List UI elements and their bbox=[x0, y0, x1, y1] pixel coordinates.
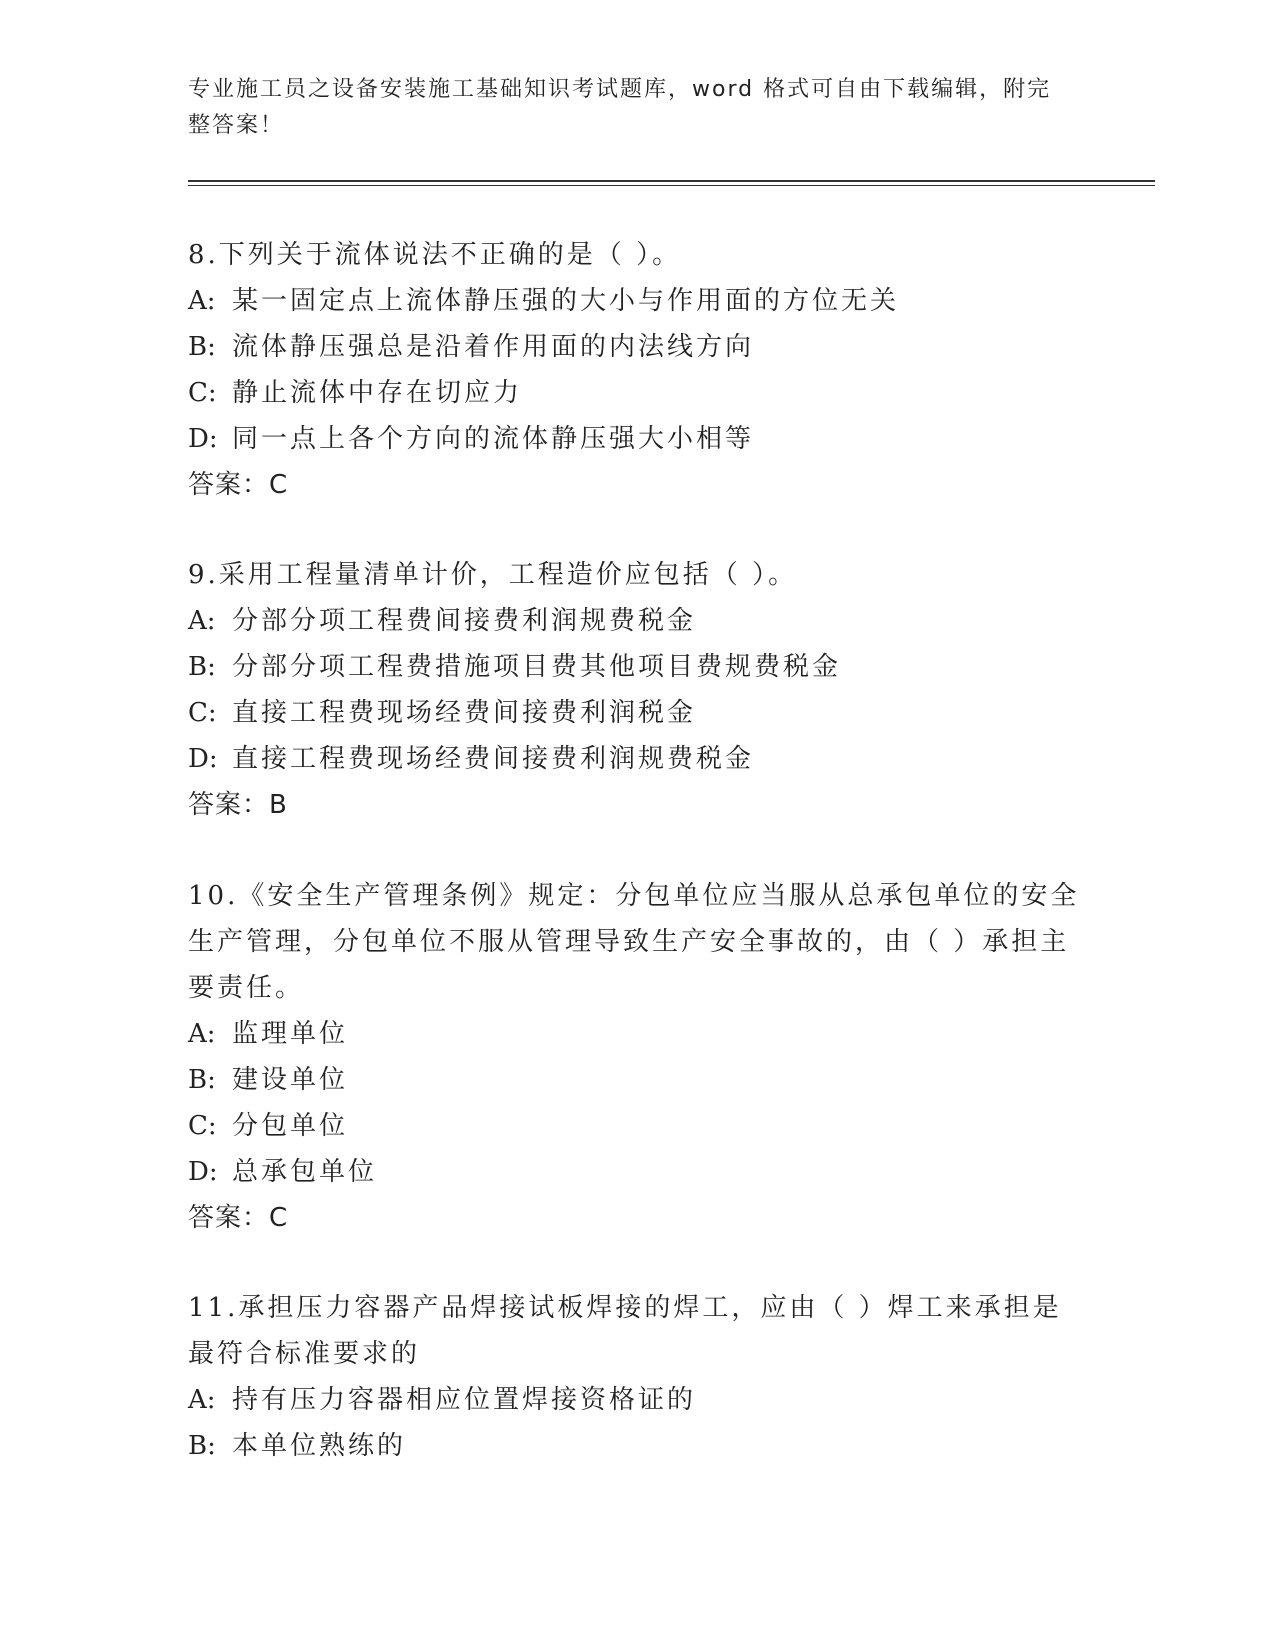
option-letter: A: bbox=[188, 286, 216, 316]
option-letter: C: bbox=[188, 378, 217, 408]
option-text: 监理单位 bbox=[232, 1019, 349, 1049]
option-text: 流体静压强总是沿着作用面的内法线方向 bbox=[232, 332, 755, 362]
option-d bbox=[188, 1149, 1088, 1195]
option-b bbox=[188, 1057, 1088, 1103]
option-text: 静止流体中存在切应力 bbox=[232, 378, 523, 408]
option-letter: A: bbox=[188, 1385, 216, 1415]
option-letter: B: bbox=[188, 1431, 216, 1461]
option-letter: C: bbox=[188, 1111, 217, 1141]
question-8 bbox=[188, 232, 1088, 508]
document-header bbox=[188, 72, 1068, 144]
option-c bbox=[188, 370, 1088, 416]
option-d bbox=[188, 736, 1088, 782]
option-b bbox=[188, 324, 1088, 370]
question-stem: 11.承担压力容器产品焊接试板焊接的焊工，应由（ ）焊工来承担是最符合标准要求的 bbox=[188, 1293, 1062, 1369]
answer: 答案：C bbox=[188, 1203, 289, 1233]
option-letter: C: bbox=[188, 698, 217, 728]
answer: 答案：C bbox=[188, 470, 289, 500]
question-11 bbox=[188, 1285, 1088, 1469]
option-letter: D: bbox=[188, 1157, 218, 1187]
option-d bbox=[188, 416, 1088, 462]
header-divider-top bbox=[188, 180, 1155, 182]
header-divider-bottom bbox=[188, 185, 1155, 186]
option-text: 建设单位 bbox=[232, 1065, 349, 1095]
option-letter: B: bbox=[188, 1065, 216, 1095]
option-text: 分部分项工程费间接费利润规费税金 bbox=[232, 606, 697, 636]
option-text: 分部分项工程费措施项目费其他项目费规费税金 bbox=[232, 652, 842, 682]
question-stem: 9.采用工程量清单计价，工程造价应包括（ ）。 bbox=[188, 560, 798, 590]
option-b bbox=[188, 1423, 1088, 1469]
option-a bbox=[188, 1011, 1088, 1057]
option-c bbox=[188, 690, 1088, 736]
option-text: 同一点上各个方向的流体静压强大小相等 bbox=[232, 424, 755, 454]
option-b bbox=[188, 644, 1088, 690]
option-text: 某一固定点上流体静压强的大小与作用面的方位无关 bbox=[232, 286, 900, 316]
option-letter: D: bbox=[188, 424, 218, 454]
option-a bbox=[188, 598, 1088, 644]
option-text: 总承包单位 bbox=[232, 1157, 378, 1187]
question-9 bbox=[188, 552, 1088, 828]
option-text: 持有压力容器相应位置焊接资格证的 bbox=[232, 1385, 697, 1415]
header-line-2: 整答案！ bbox=[188, 113, 285, 138]
question-stem: 8.下列关于流体说法不正确的是（ ）。 bbox=[188, 240, 682, 270]
option-a bbox=[188, 1377, 1088, 1423]
option-a bbox=[188, 278, 1088, 324]
option-letter: B: bbox=[188, 332, 216, 362]
option-letter: D: bbox=[188, 744, 218, 774]
option-letter: A: bbox=[188, 1019, 216, 1049]
option-letter: A: bbox=[188, 606, 216, 636]
question-10 bbox=[188, 873, 1088, 1241]
option-letter: B: bbox=[188, 652, 216, 682]
option-text: 本单位熟练的 bbox=[232, 1431, 407, 1461]
question-stem: 10.《安全生产管理条例》规定：分包单位应当服从总承包单位的安全生产管理，分包单位不服从管理导致生产安全事故的，由（ ）承担主要责任。 bbox=[188, 881, 1080, 1003]
header-line-1: 专业施工员之设备安装施工基础知识考试题库，word 格式可自由下载编辑，附完 bbox=[188, 77, 1052, 102]
option-text: 分包单位 bbox=[232, 1111, 349, 1141]
option-text: 直接工程费现场经费间接费利润税金 bbox=[232, 698, 697, 728]
option-text: 直接工程费现场经费间接费利润规费税金 bbox=[232, 744, 755, 774]
option-c bbox=[188, 1103, 1088, 1149]
answer: 答案：B bbox=[188, 790, 288, 820]
